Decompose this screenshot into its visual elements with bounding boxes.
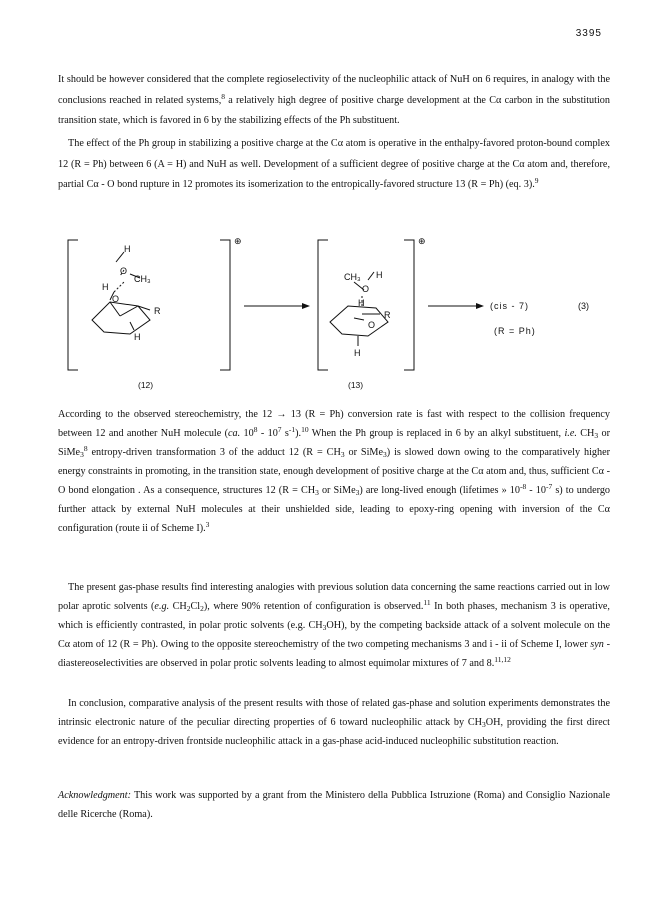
atom-13-h-mid: H xyxy=(358,298,365,308)
compound-label-12: (12) xyxy=(138,380,154,390)
atom-13-o-ring: O xyxy=(368,320,376,330)
reaction-scheme-3 xyxy=(58,222,618,394)
structure-13 xyxy=(330,272,388,346)
atom-12-ch3: CH₃ xyxy=(134,274,151,284)
atom-13-ch3: CH₃ xyxy=(344,272,361,282)
product-label: (cis - 7) xyxy=(490,301,529,311)
atom-12-r: R xyxy=(154,306,161,316)
atom-13-r: R xyxy=(384,310,391,320)
atom-13-h-top: H xyxy=(376,270,383,280)
atom-12-h-bottom: H xyxy=(134,332,141,342)
paragraph-stereochemistry: According to the observed stereochemistry, the 12 → 13 (R = Ph) conversion rate is fast with respect to the collision frequency between 12 and another NuH molecule (ca. $10^8 - 10^7$ $s^{-1}).^{10}$ When the Ph group is replaced in 6 by an alkyl substituent, i.e. $CH_3$ or SiMe$_3^8$ entropy-driven transformation 3 of the adduct 12 ($R = CH_3$ or SiMe$_3$) is slowed down owing to the comparatively higher energy constraints in promoting, in the transition state, enough development of positive charge at the Cα atom and, thus, sufficient Cα - O bond elongation . As a consequence, structures 12 ($R = CH_3$ or SiMe$_3$) are long-lived enough (lifetimes » $10^{-8} - 10^{-7}$ s) to undergo further attack by external NuH molecules at their unshielded side, leading to epoxy-ring opening with inversion of the Cα configuration (route ii of Scheme I).$^3$ xyxy=(58,409,611,534)
atom-12-o-ring: O xyxy=(112,294,120,304)
structure-12 xyxy=(92,252,150,334)
page-number: 3395 xyxy=(575,28,602,39)
atom-12-o: O xyxy=(120,266,128,276)
product-condition: (R = Ph) xyxy=(494,326,536,336)
paragraph-ph-effect: The effect of the Ph group in stabilizing a positive charge at the Cα atom is operative in the enthalpy-favored proton-bound complex 12 (R = Ph) between 6 (A = H) and NuH as well. Development of a sufficient degree of positive charge at the Cα atom and, therefore, partial Cα - O bond rupture in 12 promotes its isomerization to the entropically-favored structure 13 (R = Ph) (eq. 3).$^9$ xyxy=(58,138,610,190)
bracket-12-left xyxy=(68,240,78,370)
atom-12-h-left: H xyxy=(102,282,109,292)
acknowledgment-label: Acknowledgment: xyxy=(58,790,131,801)
atom-13-o: O xyxy=(362,284,370,294)
atom-12-h-top: H xyxy=(124,244,131,254)
paragraph-acknowledgment: Acknowledgment: This work was supported by a grant from the Ministero della Pubblica Istruzione (Roma) and Consiglio Nazionale delle Ricerche (Roma). xyxy=(58,790,610,820)
charge-12: ⊕ xyxy=(234,236,242,246)
compound-label-13: (13) xyxy=(348,380,364,390)
charge-13: ⊕ xyxy=(418,236,426,246)
arrowhead-13-to-product xyxy=(476,303,484,309)
paragraph-regioselectivity: It should be however considered that the complete regioselectivity of the nucleophilic attack of NuH on 6 requires, in analogy with the conclusions reached in related systems,$^8$ a relatively high degree of positive charge development at the Cα carbon in the substitution transition state, which is favored in 6 by the stabilizing effects of the Ph substituent. xyxy=(58,74,610,126)
scheme-drawing xyxy=(58,222,618,394)
bracket-13-left xyxy=(318,240,328,370)
arrowhead-12-to-13 xyxy=(302,303,310,309)
bracket-12-right xyxy=(220,240,230,370)
atom-13-h-bottom: H xyxy=(354,348,361,358)
equation-number: (3) xyxy=(578,301,589,311)
paragraph-gas-phase-analogies: The present gas-phase results find interesting analogies with previous solution data concerning the same reactions carried out in low polar aprotic solvents (e.g. $CH_2Cl_2$), where 90% retention of configuration is observed.$^{11}$ In both phases, mechanism 3 is operative, which is efficiently contrasted, in polar protic solvents (e.g. $CH_3OH$), by the competing backside attack of a solvent molecule on the Cα atom of 12 (R = Ph). Owing to the opposite stereochemistry of the two competing mechanisms 3 and i - ii of Scheme I, lower syn -diastereoselectivities are observed in polar protic solvents leading to almost equimolar mixtures of 7 and 8.$^{11,12}$ xyxy=(58,582,610,669)
bracket-13-right xyxy=(404,240,414,370)
paragraph-conclusion: In conclusion, comparative analysis of the present results with those of related gas-phase and solution experiments demonstrates the intrinsic electronic nature of the peculiar directing properties of 6 toward nucleophilic attack by $CH_3OH$, providing the first direct evidence for an entropy-driven frontside nucleophilic attack in a gas-phase acid-induced nucleophilic substitution reaction. xyxy=(58,698,610,747)
